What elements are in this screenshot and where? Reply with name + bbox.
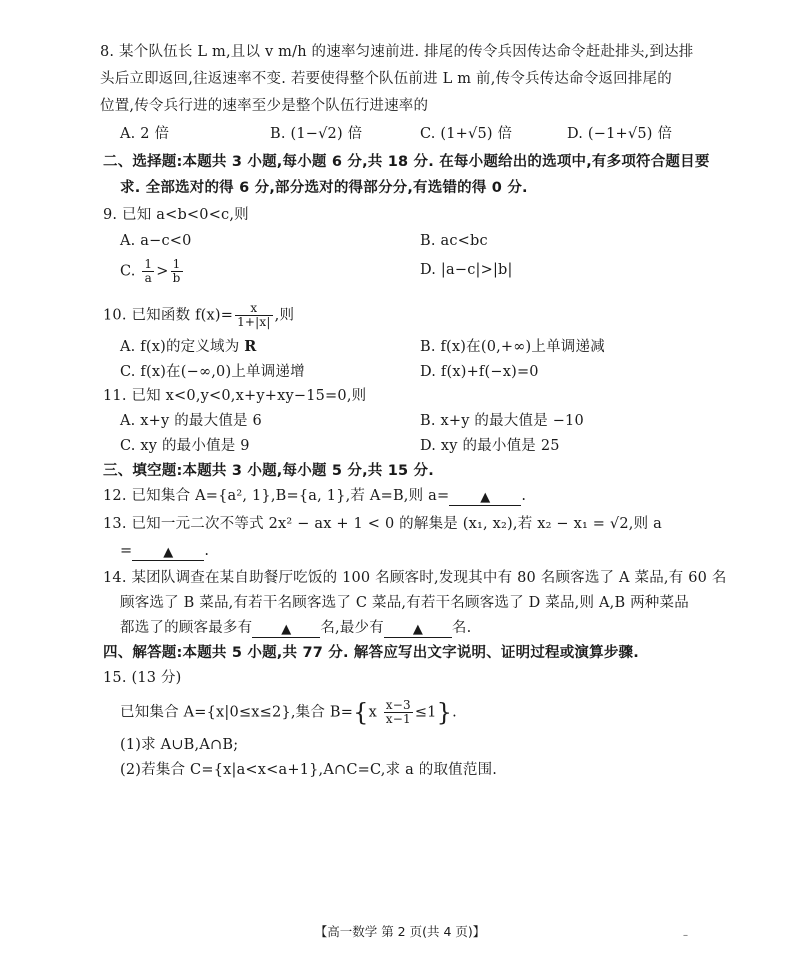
q10-option-d: D. f(x)+f(−x)=0: [420, 364, 539, 380]
section-4-heading: 四、解答题:本题共 5 小题,共 77 分. 解答应写出文字说明、证明过程或演算步骤.: [103, 645, 639, 661]
q14-answer-blank-max[interactable]: ▲: [252, 619, 320, 638]
q9-option-c-fraction-2: $\frac{1}{b}$: [172, 257, 181, 285]
q8-line-1: 8. 某个队伍长 L m,且以 v m/h 的速率匀速前进. 排尾的传令兵因传达命令赶赴排头,到达排: [100, 44, 694, 60]
q14-answer-blank-min[interactable]: ▲: [384, 619, 452, 638]
q14-line-2: 顾客选了 B 菜品,有若干名顾客选了 C 菜品,有若干名顾客选了 D 菜品,则 A,B 两种菜品: [120, 595, 689, 611]
page-footer: 【高一数学 第 2 页(共 4 页)】: [314, 924, 486, 939]
q8-option-b: B. (1−√2) 倍: [270, 126, 363, 142]
q12-line: 12. 已知集合 A={a², 1},B={a, 1},若 A=B,则 a= ▲ .: [103, 488, 527, 505]
q11-option-c: C. xy 的最小值是 9: [120, 438, 250, 454]
q13-line-2: = ▲ .: [120, 543, 210, 560]
q9-option-c-fraction-1: $\frac{1}{a}$: [144, 257, 153, 285]
q8-option-d: D. (−1+√5) 倍: [567, 126, 673, 142]
q15-part-1: (1)求 A∪B,A∩B;: [120, 737, 239, 753]
q8-line-3: 位置,传令兵行进的速率至少是整个队伍行进速率的: [100, 98, 429, 114]
section-3-heading: 三、填空题:本题共 3 小题,每小题 5 分,共 15 分.: [103, 463, 434, 479]
q13-line-1: 13. 已知一元二次不等式 2x² − ax + 1 < 0 的解集是 (x₁, x₂),若 x₂ − x₁ = √2,则 a: [103, 516, 662, 532]
q10-option-b: B. f(x)在(0,+∞)上单调递减: [420, 339, 605, 355]
q15-given: 已知集合 A={x|0≤x≤2},集合 B={x $\frac{x-3}{x-1}$ ≤1}.: [120, 698, 457, 727]
q14-line-1: 14. 某团队调查在某自助餐厅吃饭的 100 名顾客时,发现其中有 80 名顾客选了 A 菜品,有 60 名: [103, 570, 727, 586]
q10-option-c: C. f(x)在(−∞,0)上单调递增: [120, 364, 305, 380]
q11-option-a: A. x+y 的最大值是 6: [120, 413, 262, 429]
q10-stem: 10. 已知函数 f(x)= $\frac{x}{1+|x|}$ ,则: [103, 301, 295, 329]
q15-set-b-fraction: $\frac{x-3}{x-1}$: [385, 698, 411, 726]
q10-function-fraction: $\frac{x}{1+|x|}$: [237, 301, 271, 329]
q9-option-a: A. a−c<0: [120, 233, 192, 249]
q13-answer-blank[interactable]: ▲: [132, 542, 204, 561]
section-2-heading-line-2: 求. 全部选对的得 6 分,部分选对的得部分分,有选错的得 0 分.: [120, 180, 528, 196]
q9-option-b: B. ac<bc: [420, 233, 488, 249]
q15-part-2: (2)若集合 C={x|a<x<a+1},A∩C=C,求 a 的取值范围.: [120, 762, 498, 778]
section-2-heading-line-1: 二、选择题:本题共 3 小题,每小题 6 分,共 18 分. 在每小题给出的选项中,有多项符合题目要: [103, 154, 710, 170]
q9-stem: 9. 已知 a<b<0<c,则: [103, 207, 249, 223]
q9-option-c: C. $\frac{1}{a}$ > $\frac{1}{b}$: [120, 257, 181, 285]
q15-header: 15. (13 分): [103, 670, 182, 686]
q11-option-b: B. x+y 的最大值是 −10: [420, 413, 584, 429]
q8-line-2: 头后立即返回,往返速率不变. 若要使得整个队伍前进 L m 前,传令兵传达命令返回排尾的: [100, 71, 672, 87]
q14-line-3: 都选了的顾客最多有 ▲ 名,最少有 ▲ 名.: [120, 620, 472, 637]
q10-option-a: A. f(x)的定义域为 R: [120, 338, 257, 355]
q11-option-d: D. xy 的最小值是 25: [420, 438, 560, 454]
q8-option-a: A. 2 倍: [120, 126, 170, 142]
q11-stem: 11. 已知 x<0,y<0,x+y+xy−15=0,则: [103, 388, 367, 404]
q8-option-c: C. (1+√5) 倍: [420, 126, 513, 142]
q9-option-d: D. |a−c|>|b|: [420, 262, 513, 278]
scan-mark: –: [683, 930, 688, 941]
q12-answer-blank[interactable]: ▲: [449, 487, 521, 506]
